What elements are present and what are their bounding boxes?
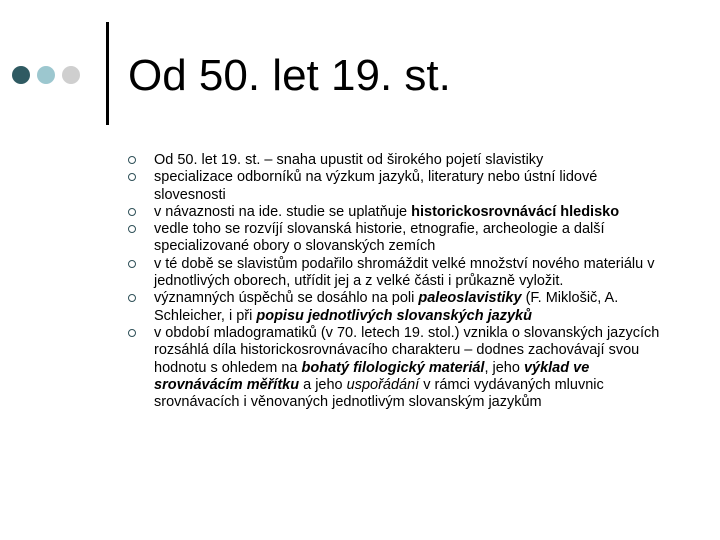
text-run: , jeho — [484, 359, 524, 376]
bullet-text — [154, 290, 672, 325]
dot-dark — [12, 66, 30, 84]
bullet-circle-icon — [128, 225, 136, 233]
text-run: vedle toho se rozvíjí slovanská historie, etnografie, archeologie a další specializované obory o slovanských zemích — [154, 221, 605, 255]
bullet-item — [126, 169, 672, 204]
bullet-circle-icon — [128, 260, 136, 268]
text-run: v rámci vydávaných mluvnic srovnávacích i věnovaných jednotlivým slovanským jazykům — [154, 376, 604, 411]
emphasis-text: bohatý filologický materiál — [301, 359, 485, 376]
bullet-text — [154, 152, 672, 169]
text-run: a jeho — [299, 376, 347, 393]
text-run: v té době se slavistům podařilo shromáždit velké množství nového materiálu v jednotlivých oborech, utřídit jej a z velké části i průkazně vyložit. — [154, 255, 655, 290]
dot-light — [62, 66, 80, 84]
text-run: specializace odborníků na výzkum jazyků, literatury nebo ústní lidové slovesnosti — [154, 169, 598, 203]
bullet-text — [154, 325, 672, 411]
text-run: v návaznosti na ide. studie se uplatňuje — [154, 203, 412, 220]
text-run: v období mladogramatiků (v 70. letech 19. stol.) vznikla o slovanských jazycích rozsáhlá díla historickosrovnávacího charakteru – dodnes zachovávají svou hodnotu s ohledem na — [154, 324, 660, 376]
bullet-text — [154, 256, 672, 291]
bullet-circle-icon — [128, 173, 136, 181]
bullet-circle-icon — [128, 294, 136, 302]
bullet-text — [154, 169, 672, 204]
bullet-item — [126, 325, 672, 411]
dot-teal — [37, 66, 55, 84]
emphasis-text: popisu jednotlivých slovanských jazyků — [256, 307, 532, 324]
bullet-item — [126, 152, 672, 169]
title-divider — [106, 22, 109, 125]
bullet-item — [126, 290, 672, 325]
bullet-circle-icon — [128, 208, 136, 216]
text-run: Od 50. let 19. st. – snaha upustit od širokého pojetí slavistiky — [154, 152, 544, 168]
slide-title: Od 50. let 19. st. — [128, 51, 451, 100]
bullet-item — [126, 221, 672, 256]
bullet-circle-icon — [128, 156, 136, 164]
bullet-list — [126, 152, 672, 411]
bullet-circle-icon — [128, 329, 136, 337]
emphasis-text: historickosrovnávácí hledisko — [411, 203, 620, 220]
bullet-item — [126, 256, 672, 291]
emphasis-text: výklad ve srovnávácím měřítku — [154, 359, 590, 393]
bullet-text — [154, 204, 672, 221]
emphasis-text: uspořádání — [346, 376, 420, 393]
text-run: (F. Miklošič, A. Schleicher, i při — [154, 290, 619, 324]
bullet-text — [154, 221, 672, 256]
bullet-item — [126, 204, 672, 221]
text-run: významných úspěchů se dosáhlo na poli — [154, 290, 419, 307]
emphasis-text: paleoslavistiky — [418, 290, 522, 307]
